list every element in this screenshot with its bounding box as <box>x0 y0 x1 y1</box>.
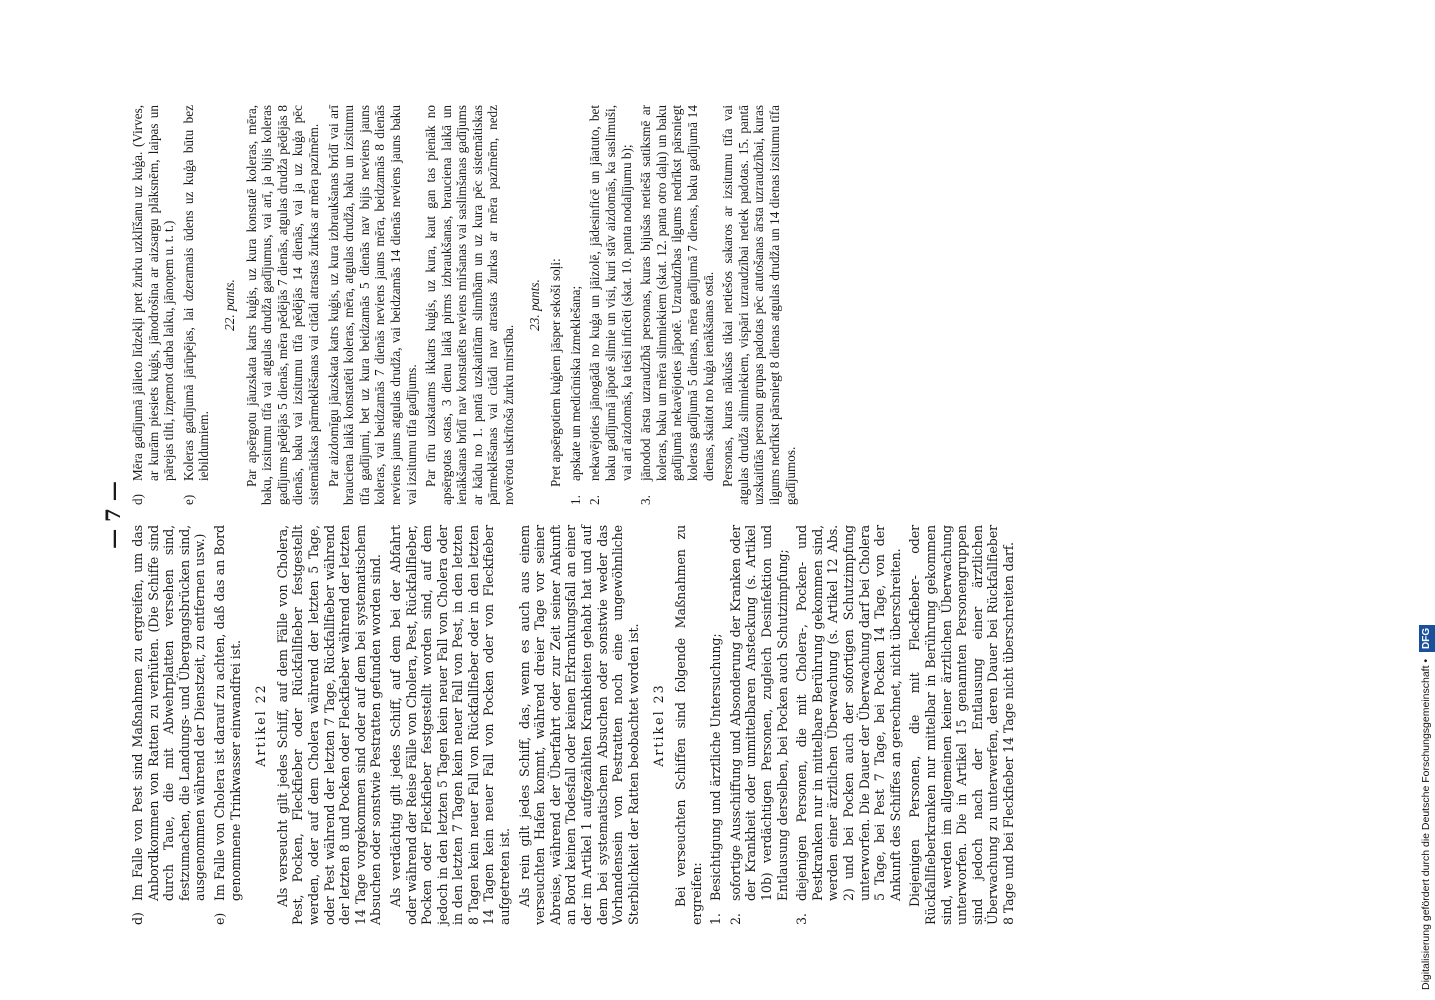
de-item-text: sofortige Ausschiffung und Absonderung der Kranken oder der Krankheit oder unmittelbaren Ansteckung (s. Artikel 10b) verdächtigen Personen, zugleich Desinfektion und Entlausung derselben, bei Pocken auch Schutzimpfung; <box>727 525 790 901</box>
de-item-e <box>212 525 243 925</box>
de-art22-paragraph: Als rein gilt jedes Schiff, das, wenn es auch aus einem verseuchten Hafen kommt, während dreier Tage vor seiner Abreise, während der Überfahrt oder zur Zeit seiner Ankunft an Bord keinen Todesfall oder keinen Erkrankungsfall an einer der im Artikel 1 aufgezählten Krankheiten gehabt hat und auf dem bei systematischem Absuchen oder sonstwie weder das Vorhandensein von Pestratten noch eine ungewöhnliche Sterblichkeit der Ratten beobachtet worden ist. <box>516 525 641 925</box>
latvian-column <box>130 105 798 505</box>
de-art23-item <box>708 525 724 925</box>
lv-pants23-item <box>638 105 716 505</box>
page-number: — 7 — <box>101 481 125 549</box>
lv-item-marker: e) <box>180 494 196 505</box>
lv-item-marker: 1. <box>567 495 583 505</box>
de-item-marker: 1. <box>708 913 724 925</box>
lv-pants23-intro: Pret apsērgotiem kuģiem jāsper sekoši soļi: <box>548 258 564 487</box>
lv-item-e <box>181 105 212 505</box>
de-article-22-heading: Artikel 22 <box>253 683 269 767</box>
lv-pants-22-heading: 22. pants. <box>221 279 237 331</box>
de-art22-paragraph: Als verdächtig gilt jedes Schiff, auf dem bei der Abfahrt oder während der Reise Fälle von Cholera, Pest, Rückfallfieber, Pocken oder Fleckfieber festgestellt worden sind, auf dem jedoch in den letzten 5 Tagen kein neuer Fall von Cholera oder in den letzten 7 Tagen kein neuer Fall von Pest, in den letzten 8 Tagen kein neuer Fall von Rückfallfieber oder in den letzten 14 Tagen kein neuer Fall von Pocken oder von Fleckfieber aufgetreten ist. <box>387 525 513 925</box>
dfg-funding-note <box>1418 0 1434 990</box>
lv-item-d <box>130 105 177 505</box>
dfg-logo-badge: DFG <box>1419 625 1435 652</box>
rotated-text-block <box>100 105 1016 925</box>
de-item-text: Im Falle von Pest sind Maßnahmen zu ergreifen, um das Anbordkommen von Ratten zu verhüten. (Die Schiffe sind durch Taue, die mit Abwehrplatten versehen sind, festzumachen, die Landungs- und Übergangsbrücken sind, ausgenommen während der Dienstzeit, zu entfernen usw.) <box>130 525 208 901</box>
de-item-d <box>130 525 208 925</box>
lv-item-marker: 2. <box>587 495 603 505</box>
de-article-23-heading: Artikel 23 <box>651 683 667 767</box>
de-item-text: Besichtigung und ärztliche Untersuchung; <box>708 633 724 901</box>
lv-pants23-closing: Personas, kuras nākušas tikai netiešos sakaros ar izsitumu tīfa vai atgulas drudža slimniekiem, vispāri uzraudzībai netiek padotas. 15. pantā uzskaitītās personu grupas padotas pēc atutošanas ārsta uzraudzībai, kuras ilgums nedrīkst pārsniegt 8 dienas atgulas drudža un 14 dienas izsitumu tīfa gadījumos. <box>720 105 798 505</box>
lv-item-text: Koleras gadījumā jārūpējas, lai dzeramais ūdens uz kuģa būtu bez iebildumiem. <box>180 105 212 481</box>
de-art23-item <box>794 525 903 925</box>
dfg-funding-text: Digitalisierung gefördert durch die Deutsche Forschungsgemeinschaft • <box>1420 658 1432 990</box>
de-item-marker: 3. <box>794 913 810 925</box>
de-item-text: diejenigen Personen, die mit Cholera-, Pocken- und Pestkranken nur in mittelbare Berührung gekommen sind, werden einer ärztlichen Überwachung (s. Artikel 12 Abs. 2) und bei Pocken auch der sofortigen Schutzimpfung unterworfen. Die Dauer der Überwachung darf bei Cholera 5 Tage, bei Pest 7 Tage, bei Pocken 14 Tage, von der Ankunft des Schiffes an gerechnet, nicht überschreiten. <box>794 525 903 901</box>
german-column <box>130 525 1016 925</box>
lv-item-text: Mēra gadījumā jālieto līdzekļi pret žurku uzklīšanu uz kuģa. (Virves, ar kurām piesiets kuģis, jānodrošina ar aizsargu plāksnēm, laipas un pārejas tilti, izņemot darba laiku, jānoņem u. t. t.) <box>130 105 177 481</box>
de-item-text: Im Falle von Cholera ist darauf zu achten, daß das an Bord genommene Trinkwasser einwandfrei ist. <box>211 525 243 901</box>
lv-item-text: nekavējoties jānogādā no kuģa un jāizolē, jādesinficē un jāatutо, bet baku gadījumā jāpotē slimie un visi, kuri stāv aizdomās, ka saslimuši, vai arī aizdomās, ka tieši inficēti (skat. 10. panta nodalījumu b); <box>587 105 634 481</box>
de-item-marker: d) <box>130 912 145 925</box>
de-art23-intro: Bei verseuchten Schiffen sind folgende Maßnahmen zu ergreifen: <box>673 525 704 925</box>
lv-pants22-paragraph: Par apsērgotu jāuzskata katrs kuģis, uz kura konstatē koleras, mēra, baku, izsitumu tīfa vai atgulas drudža gadījumus, vai arī, ja bijis koleras gadījums pēdējās 5 dienās, mēra pēdējās 7 dienās, atgulas drudža pēdējās 8 dienās, baku vai izsitumu tīfa pēdējās 14 dienās, vai ja uz kuģa pēc sistemātiskas pārmeklēšanas vai citādi atrastas žurkas ar mēra pazīmēm. <box>243 105 321 505</box>
lv-pants-23-heading: 23. pants. <box>526 279 542 331</box>
de-item-marker: e) <box>211 912 227 925</box>
de-item-marker: 2. <box>727 913 743 925</box>
lv-item-text: jānodod ārsta uzraudzībā personas, kuras bijušas netiešā satiksmē ar koleras, baku un mēra slimniekiem (skat. 12. panta otro daļu) un baku gadījumā nekavējoties jāpotē. Uzraudzības ilgums nedrīkst pārsniegt koleras gadījumā 5 dienas, mēra gadījumā 7 dienas, baku gadījumā 14 dienas, skaitot no kuģa ienākšanas ostā. <box>638 105 716 481</box>
lv-pants22-paragraph: Par aizdomīgu jāuzskata katrs kuģis, uz kura izbraukšanas brīdī vai arī brauciena laikā konstatēti koleras, mēra, atgulas drudža, baku un izsitumu tīfa gadījumi, bet uz kura beidzamās 5 dienās nav bijis neviens jauns koleras, vai beidzamās 7 dienās neviens jauns mēra, beidzamās 8 dienās neviens jauns atgulas drudža, vai beidzamās 14 dienās neviens jauns baku vai izsitumu tīfa gadījums. <box>325 105 419 505</box>
lv-item-text: apskate un medicīniska izmeklešana; <box>567 285 583 481</box>
de-art23-item <box>728 525 790 925</box>
de-art22-paragraph: Als verseucht gilt jedes Schiff, auf dem Fälle von Cholera, Pest, Pocken, Fleckfieber oder Rückfallfieber festgestellt werden, oder auf dem Cholera während der letzten 5 Tage, oder Pest während der letzten 7 Tage, Rückfallfieber während der letzten 8 und Pocken oder Fleckfieber während der letzten 14 Tage vorgekommen sind oder auf dem bei systematischem Absuchen oder sonstwie Pestratten gefunden worden sind. <box>274 525 384 925</box>
de-art23-closing: Diejenigen Personen, die mit Fleckfieber- oder Rückfallfieberkranken nur mittelbar in Berührung gekommen sind, werden im allgemeinen keiner ärztlichen Überwachung unterworfen. Die in Artikel 15 genannten Personengruppen sind jedoch nach der Entlausung einer ärztlichen Überwachung zu unterwerfen, deren Dauer bei Rückfallfieber 8 Tage und bei Fleckfieber 14 Tage nicht überschreiten darf. <box>907 525 1016 925</box>
lv-pants23-item <box>587 105 634 505</box>
lv-pants22-paragraph: Par tīru uzskatams ikkatrs kuģis, uz kura, kaut gan tas pienāk no apsērgotas ostas, 3 dienu laikā pirms izbraukšanas, brauciena laikā un ienākšanas brīdī nav konstatēts neviens miršanas vai saslimšanas gadījums ar kādu no 1. pantā uzskaitītām slimībām un uz kura pēc sistemātiskas pārmeklēšanas vai citādi nav atrastas žurkas ar mēra pazīmēm, nedz novērota uskrītoša žurku mirstība. <box>423 105 517 505</box>
lv-item-marker: d) <box>130 494 145 505</box>
lv-pants23-item <box>568 105 584 505</box>
lv-item-marker: 3. <box>638 495 654 505</box>
